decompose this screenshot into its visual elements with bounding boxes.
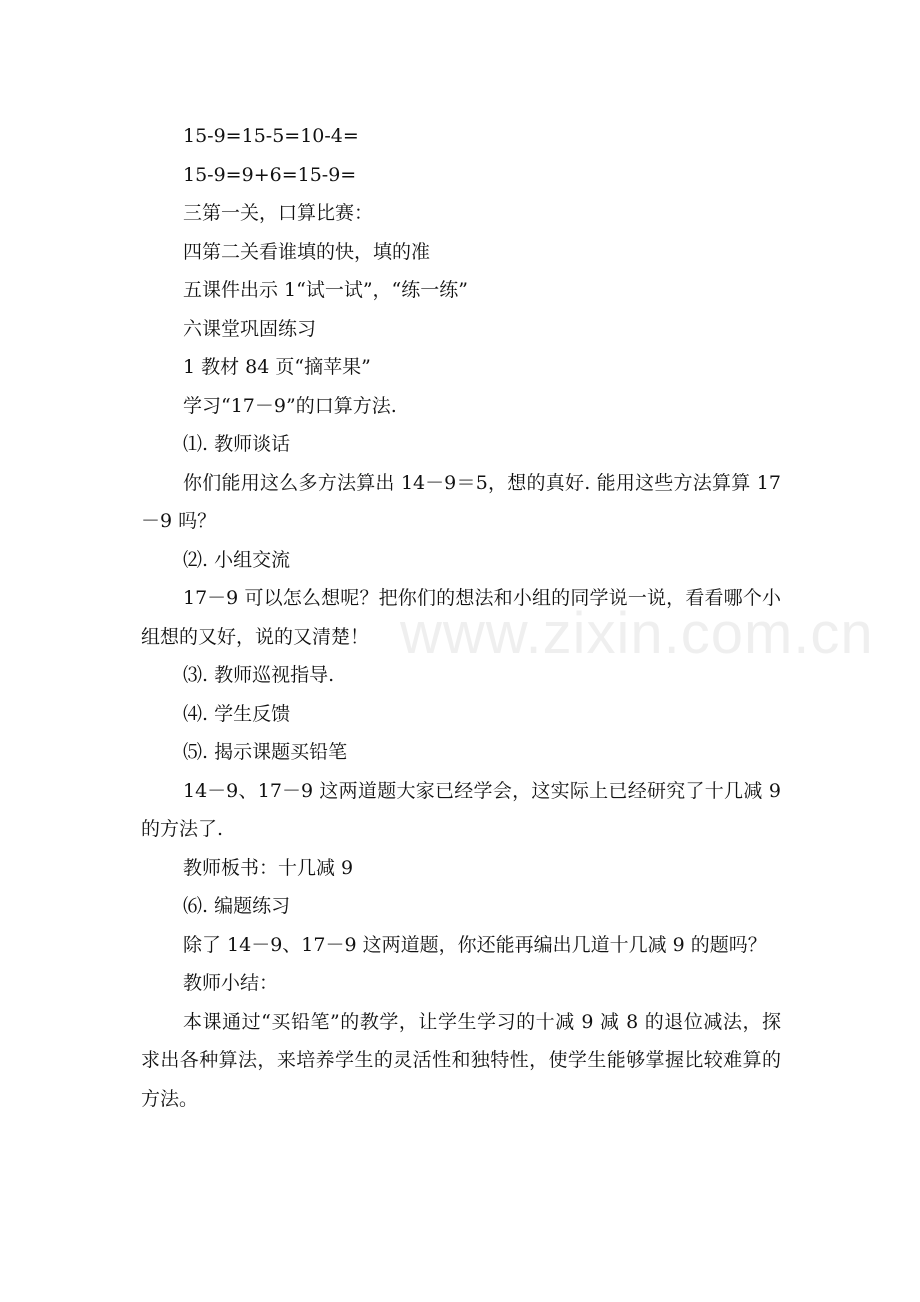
text-paragraph-21: 本课通过“买铅笔”的教学，让学生学习的十减 9 减 8 的退位减法，探求出各种算法，来培养学生的灵活性和独特性，使学生能够掌握比较难算的方法。 [141, 1010, 781, 1110]
text-line-9: ⑴. 教师谈话 [183, 433, 291, 455]
text-line-1: 15-9=15-5=10-4= [183, 125, 359, 147]
watermark: www.zixin.com.cn [400, 601, 874, 666]
text-line-6: 六课堂巩固练习 [183, 317, 317, 340]
text-paragraph-12: 17－9 可以怎么想呢？把你们的想法和小组的同学说一说，看看哪个小组想的又好，说的又清楚！ [141, 587, 781, 648]
text-line-4: 四第二关看谁填的快，填的准 [183, 240, 431, 263]
text-paragraph-19: 除了 14－9、17－9 这两道题，你还能再编出几道十几减 9 的题吗？ [183, 933, 767, 956]
text-line-18: ⑹. 编题练习 [183, 895, 291, 917]
text-line-11: ⑵. 小组交流 [183, 548, 291, 571]
text-line-3: 三第一关，口算比赛： [183, 202, 374, 224]
text-line-2: 15-9=9+6=15-9= [183, 163, 357, 186]
text-line-5: 五课件出示 1“试一试”，“练一练” [183, 279, 468, 301]
text-paragraph-16: 14－9、17－9 这两道题大家已经学会，这实际上已经研究了十几减 9 的方法了. [141, 779, 781, 840]
text-line-15: ⑸. 揭示课题买铅笔 [183, 741, 348, 763]
text-line-8: 学习“17－9”的口算方法. [183, 394, 397, 417]
text-line-14: ⑷. 学生反馈 [183, 702, 291, 725]
text-line-17: 教师板书：十几减 9 [183, 856, 354, 879]
text-paragraph-10: 你们能用这么多方法算出 14－9＝5，想的真好. 能用这些方法算算 17－9 吗？ [141, 471, 781, 532]
text-line-7: 1 教材 84 页“摘苹果” [183, 356, 371, 378]
text-line-13: ⑶. 教师巡视指导. [183, 664, 335, 686]
text-line-20: 教师小结： [183, 972, 279, 994]
document-body [141, 117, 781, 1118]
